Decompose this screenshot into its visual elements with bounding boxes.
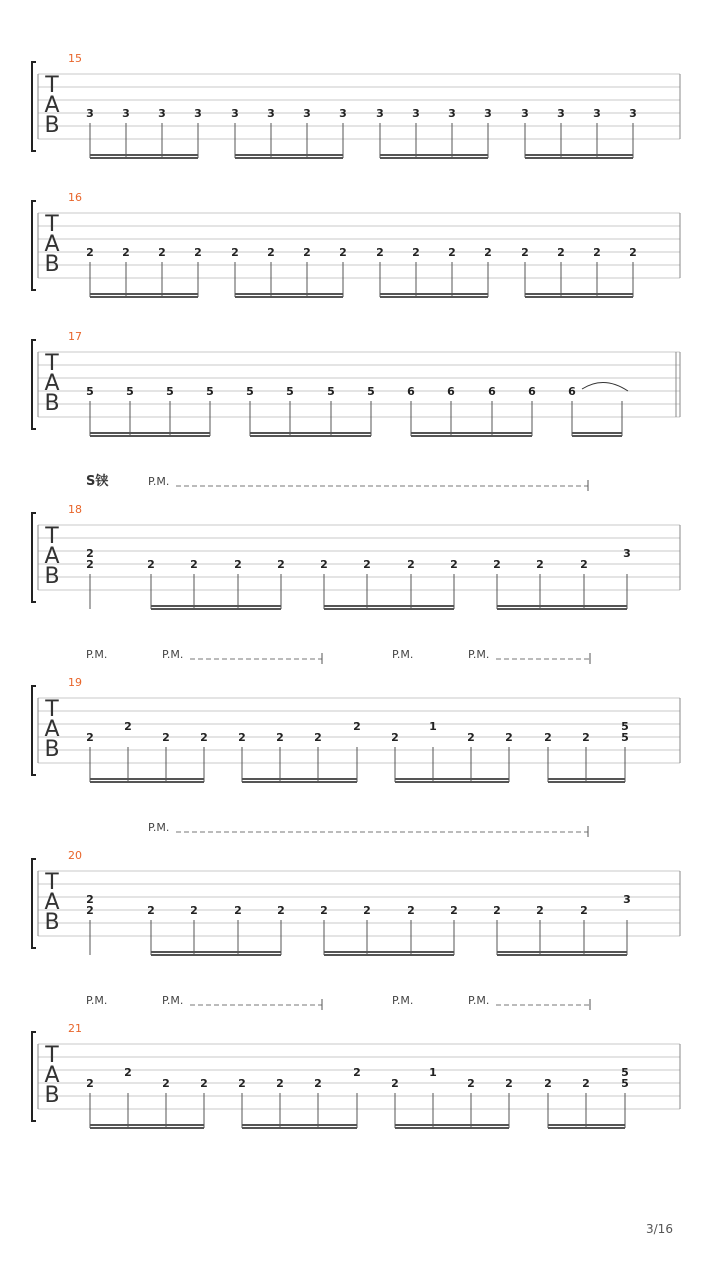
fret-number: 2 xyxy=(158,246,166,259)
fret-number: 5 xyxy=(621,1066,629,1079)
fret-number: 5 xyxy=(621,731,629,744)
tab-clef-letter: T xyxy=(45,212,59,237)
fret-number: 5 xyxy=(621,720,629,733)
measure-number: 17 xyxy=(68,330,82,343)
fret-number: 2 xyxy=(86,558,94,571)
system-bracket xyxy=(32,1032,36,1121)
page-number: 3/16 xyxy=(646,1222,673,1236)
fret-number: 2 xyxy=(234,904,242,917)
fret-number: 2 xyxy=(267,246,275,259)
fret-number: 2 xyxy=(353,1066,361,1079)
fret-number: 2 xyxy=(86,904,94,917)
fret-number: 3 xyxy=(484,107,492,120)
fret-number: 3 xyxy=(303,107,311,120)
fret-number: 2 xyxy=(86,1077,94,1090)
measure-number: 20 xyxy=(68,849,82,862)
fret-number: 5 xyxy=(621,1077,629,1090)
palm-mute-label: P.M. xyxy=(392,994,414,1007)
fret-number: 2 xyxy=(467,731,475,744)
fret-number: 2 xyxy=(86,893,94,906)
fret-number: 2 xyxy=(200,731,208,744)
fret-number: 2 xyxy=(238,1077,246,1090)
tab-clef-letter: T xyxy=(45,73,59,98)
fret-number: 2 xyxy=(593,246,601,259)
fret-number: 2 xyxy=(582,1077,590,1090)
tab-clef-letter: T xyxy=(45,351,59,376)
fret-number: 3 xyxy=(623,547,631,560)
fret-number: 3 xyxy=(623,893,631,906)
fret-number: 3 xyxy=(448,107,456,120)
fret-number: 5 xyxy=(327,385,335,398)
fret-number: 2 xyxy=(86,547,94,560)
section-label: S铗 xyxy=(86,474,109,489)
fret-number: 2 xyxy=(544,1077,552,1090)
fret-number: 3 xyxy=(231,107,239,120)
palm-mute-label: P.M. xyxy=(148,821,170,834)
palm-mute-label: P.M. xyxy=(162,994,184,1007)
measure-number: 21 xyxy=(68,1022,82,1035)
fret-number: 2 xyxy=(580,558,588,571)
fret-number: 3 xyxy=(376,107,384,120)
tab-clef-letter: T xyxy=(45,1043,59,1068)
palm-mute-label: P.M. xyxy=(162,648,184,661)
fret-number: 2 xyxy=(536,904,544,917)
fret-number: 2 xyxy=(339,246,347,259)
tab-clef-letter: T xyxy=(45,697,59,722)
tab-clef-letter: A xyxy=(44,93,60,118)
fret-number: 2 xyxy=(124,1066,132,1079)
fret-number: 2 xyxy=(86,246,94,259)
fret-number: 5 xyxy=(367,385,375,398)
fret-number: 5 xyxy=(206,385,214,398)
system-bracket xyxy=(32,201,36,290)
fret-number: 2 xyxy=(86,731,94,744)
fret-number: 2 xyxy=(231,246,239,259)
fret-number: 6 xyxy=(568,385,576,398)
palm-mute-label: P.M. xyxy=(86,648,108,661)
measure-number: 15 xyxy=(68,52,82,65)
fret-number: 3 xyxy=(521,107,529,120)
fret-number: 2 xyxy=(557,246,565,259)
fret-number: 2 xyxy=(314,731,322,744)
fret-number: 3 xyxy=(412,107,420,120)
tab-clef-letter: A xyxy=(44,232,60,257)
fret-number: 2 xyxy=(450,558,458,571)
fret-number: 5 xyxy=(86,385,94,398)
fret-number: 2 xyxy=(407,904,415,917)
fret-number: 2 xyxy=(467,1077,475,1090)
fret-number: 2 xyxy=(320,558,328,571)
fret-number: 2 xyxy=(629,246,637,259)
fret-number: 2 xyxy=(238,731,246,744)
system-bracket xyxy=(32,62,36,151)
fret-number: 3 xyxy=(86,107,94,120)
fret-number: 5 xyxy=(126,385,134,398)
fret-number: 3 xyxy=(194,107,202,120)
fret-number: 6 xyxy=(407,385,415,398)
measure-number: 16 xyxy=(68,191,82,204)
tab-clef-letter: B xyxy=(44,1083,60,1108)
palm-mute-label: P.M. xyxy=(86,994,108,1007)
fret-number: 2 xyxy=(505,1077,513,1090)
fret-number: 2 xyxy=(407,558,415,571)
fret-number: 3 xyxy=(267,107,275,120)
fret-number: 2 xyxy=(448,246,456,259)
fret-number: 5 xyxy=(246,385,254,398)
measure-number: 19 xyxy=(68,676,82,689)
fret-number: 2 xyxy=(234,558,242,571)
system-bracket xyxy=(32,513,36,602)
fret-number: 2 xyxy=(190,558,198,571)
tab-clef-letter: T xyxy=(45,870,59,895)
tab-clef-letter: A xyxy=(44,890,60,915)
fret-number: 3 xyxy=(593,107,601,120)
fret-number: 2 xyxy=(122,246,130,259)
system-bracket xyxy=(32,340,36,429)
tab-clef-letter: A xyxy=(44,717,60,742)
measure-number: 18 xyxy=(68,503,82,516)
fret-number: 2 xyxy=(200,1077,208,1090)
fret-number: 2 xyxy=(391,731,399,744)
fret-number: 6 xyxy=(528,385,536,398)
fret-number: 2 xyxy=(320,904,328,917)
fret-number: 2 xyxy=(147,558,155,571)
fret-number: 2 xyxy=(162,1077,170,1090)
fret-number: 2 xyxy=(582,731,590,744)
fret-number: 2 xyxy=(493,558,501,571)
fret-number: 2 xyxy=(363,558,371,571)
fret-number: 2 xyxy=(147,904,155,917)
tab-clef-letter: B xyxy=(44,391,60,416)
fret-number: 2 xyxy=(493,904,501,917)
tab-clef-letter: T xyxy=(45,524,59,549)
system-bracket xyxy=(32,686,36,775)
tie-arc xyxy=(582,382,628,391)
fret-number: 3 xyxy=(629,107,637,120)
tab-clef-letter: A xyxy=(44,544,60,569)
fret-number: 2 xyxy=(505,731,513,744)
fret-number: 2 xyxy=(277,904,285,917)
tab-clef-letter: A xyxy=(44,371,60,396)
fret-number: 5 xyxy=(286,385,294,398)
palm-mute-label: P.M. xyxy=(468,648,490,661)
fret-number: 2 xyxy=(190,904,198,917)
palm-mute-label: P.M. xyxy=(392,648,414,661)
fret-number: 2 xyxy=(276,1077,284,1090)
fret-number: 3 xyxy=(158,107,166,120)
fret-number: 2 xyxy=(391,1077,399,1090)
fret-number: 2 xyxy=(376,246,384,259)
fret-number: 2 xyxy=(276,731,284,744)
fret-number: 2 xyxy=(303,246,311,259)
fret-number: 2 xyxy=(544,731,552,744)
system-bracket xyxy=(32,859,36,948)
tab-clef-letter: B xyxy=(44,252,60,277)
fret-number: 2 xyxy=(353,720,361,733)
fret-number: 2 xyxy=(363,904,371,917)
fret-number: 2 xyxy=(450,904,458,917)
fret-number: 2 xyxy=(277,558,285,571)
fret-number: 6 xyxy=(447,385,455,398)
fret-number: 2 xyxy=(194,246,202,259)
fret-number: 2 xyxy=(124,720,132,733)
tab-clef-letter: B xyxy=(44,113,60,138)
fret-number: 1 xyxy=(429,1066,437,1079)
fret-number: 2 xyxy=(521,246,529,259)
fret-number: 3 xyxy=(122,107,130,120)
tab-clef-letter: A xyxy=(44,1063,60,1088)
fret-number: 2 xyxy=(536,558,544,571)
palm-mute-label: P.M. xyxy=(468,994,490,1007)
fret-number: 3 xyxy=(557,107,565,120)
fret-number: 2 xyxy=(314,1077,322,1090)
fret-number: 1 xyxy=(429,720,437,733)
fret-number: 6 xyxy=(488,385,496,398)
fret-number: 2 xyxy=(412,246,420,259)
tab-clef-letter: B xyxy=(44,737,60,762)
tab-clef-letter: B xyxy=(44,910,60,935)
fret-number: 2 xyxy=(162,731,170,744)
palm-mute-label: P.M. xyxy=(148,475,170,488)
fret-number: 2 xyxy=(484,246,492,259)
fret-number: 2 xyxy=(580,904,588,917)
fret-number: 3 xyxy=(339,107,347,120)
tab-clef-letter: B xyxy=(44,564,60,589)
fret-number: 5 xyxy=(166,385,174,398)
